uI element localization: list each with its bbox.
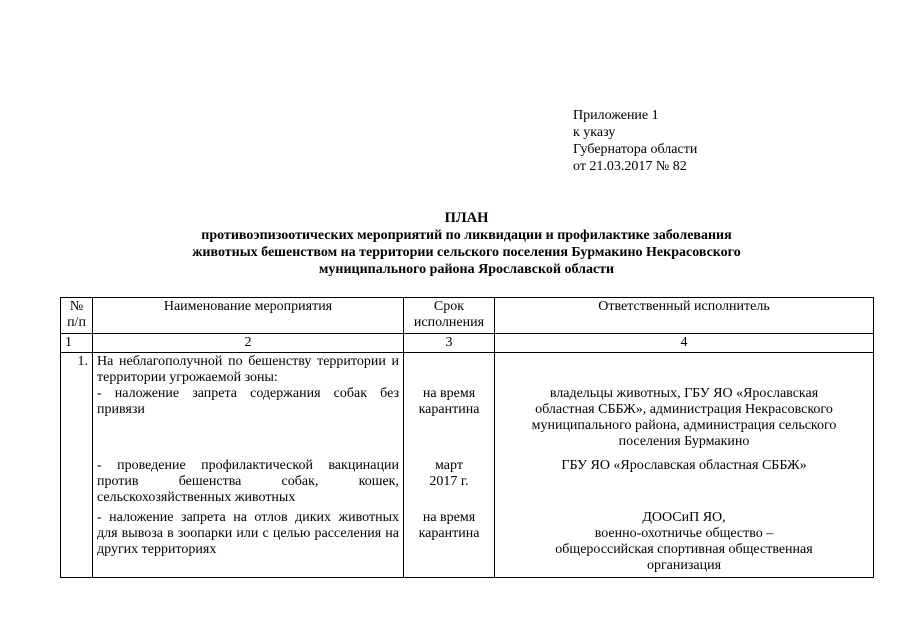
plan-table bbox=[60, 297, 874, 578]
row-responsible-cell bbox=[495, 353, 874, 578]
item3-name: - наложение запрета на отлов диких животных для вывоза в зоопарки или с целью расселения на других территориях bbox=[97, 510, 399, 557]
item2-responsible bbox=[499, 458, 869, 474]
appendix-line-3: Губернатора области bbox=[573, 142, 698, 157]
item1-term-line1: на время bbox=[422, 386, 476, 401]
title-plan: ПЛАН bbox=[444, 210, 489, 226]
title-line-4: муниципального района Ярославской области bbox=[318, 262, 615, 277]
header-num-line1: № bbox=[69, 299, 84, 314]
item3-term-line2: карантина bbox=[418, 526, 480, 541]
item3-responsible-line2: военно-охотничье общество – bbox=[594, 526, 774, 541]
item2-responsible-line1: ГБУ ЯО «Ярославская областная СББЖ» bbox=[561, 458, 807, 473]
row-term-cell bbox=[404, 353, 495, 578]
item1-term bbox=[408, 386, 490, 418]
column-number-1: 1 bbox=[61, 334, 93, 353]
item2-term bbox=[408, 458, 490, 490]
item2-term-line1: март bbox=[435, 458, 463, 473]
header-term-line1: Срок bbox=[433, 299, 465, 314]
header-num bbox=[61, 298, 93, 334]
row-name-cell bbox=[93, 353, 404, 578]
appendix-line-1: Приложение 1 bbox=[573, 108, 659, 123]
header-num-line2: п/п bbox=[67, 315, 86, 330]
item1-responsible bbox=[499, 386, 869, 450]
item3-responsible-line1: ДООСиП ЯО, bbox=[642, 510, 726, 525]
column-number-3: 3 bbox=[404, 334, 495, 353]
table-header-row bbox=[61, 298, 874, 334]
title-line-3: животных бешенством на территории сельского поселения Бурмакино Некрасовского bbox=[192, 245, 741, 260]
table-column-numbers-row bbox=[61, 334, 874, 353]
table-row bbox=[61, 353, 874, 578]
appendix-line-2: к указу bbox=[573, 125, 616, 140]
item2-name: - проведение профилактической вакцинации против бешенства собак, кошек, сельскохозяйственных животных bbox=[97, 458, 399, 505]
header-term-line2: исполнения bbox=[413, 315, 485, 330]
title-line-2: противоэпизоотических мероприятий по ликвидации и профилактике заболевания bbox=[201, 228, 732, 243]
column-number-4: 4 bbox=[495, 334, 874, 353]
item1-responsible-line1: владельцы животных, ГБУ ЯО «Ярославская bbox=[549, 386, 819, 401]
item1-term-line2: карантина bbox=[418, 402, 480, 417]
item1-responsible-line2: областная СББЖ», администрация Некрасовского bbox=[535, 402, 833, 417]
row-intro: На неблагополучной по бешенству территории и территории угрожаемой зоны: bbox=[97, 354, 399, 385]
item3-responsible-line4: организация bbox=[646, 558, 722, 573]
item2-term-line2: 2017 г. bbox=[429, 474, 469, 489]
item3-term-line1: на время bbox=[422, 510, 476, 525]
item3-responsible bbox=[499, 510, 869, 574]
document-title bbox=[60, 210, 873, 278]
header-responsible: Ответственный исполнитель bbox=[495, 298, 874, 334]
item3-responsible-line3: общероссийская спортивная общественная bbox=[555, 542, 813, 557]
appendix-header bbox=[573, 107, 697, 175]
item1-responsible-line3: муниципального района, администрация сельского bbox=[531, 418, 837, 433]
column-number-2: 2 bbox=[93, 334, 404, 353]
appendix-line-4: от 21.03.2017 № 82 bbox=[573, 159, 687, 174]
item3-term bbox=[408, 510, 490, 542]
header-term bbox=[404, 298, 495, 334]
header-name: Наименование мероприятия bbox=[93, 298, 404, 334]
row-number: 1. bbox=[61, 353, 93, 578]
item1-responsible-line4: поселения Бурмакино bbox=[618, 434, 750, 449]
item1-name: - наложение запрета содержания собак без привязи bbox=[97, 386, 399, 417]
